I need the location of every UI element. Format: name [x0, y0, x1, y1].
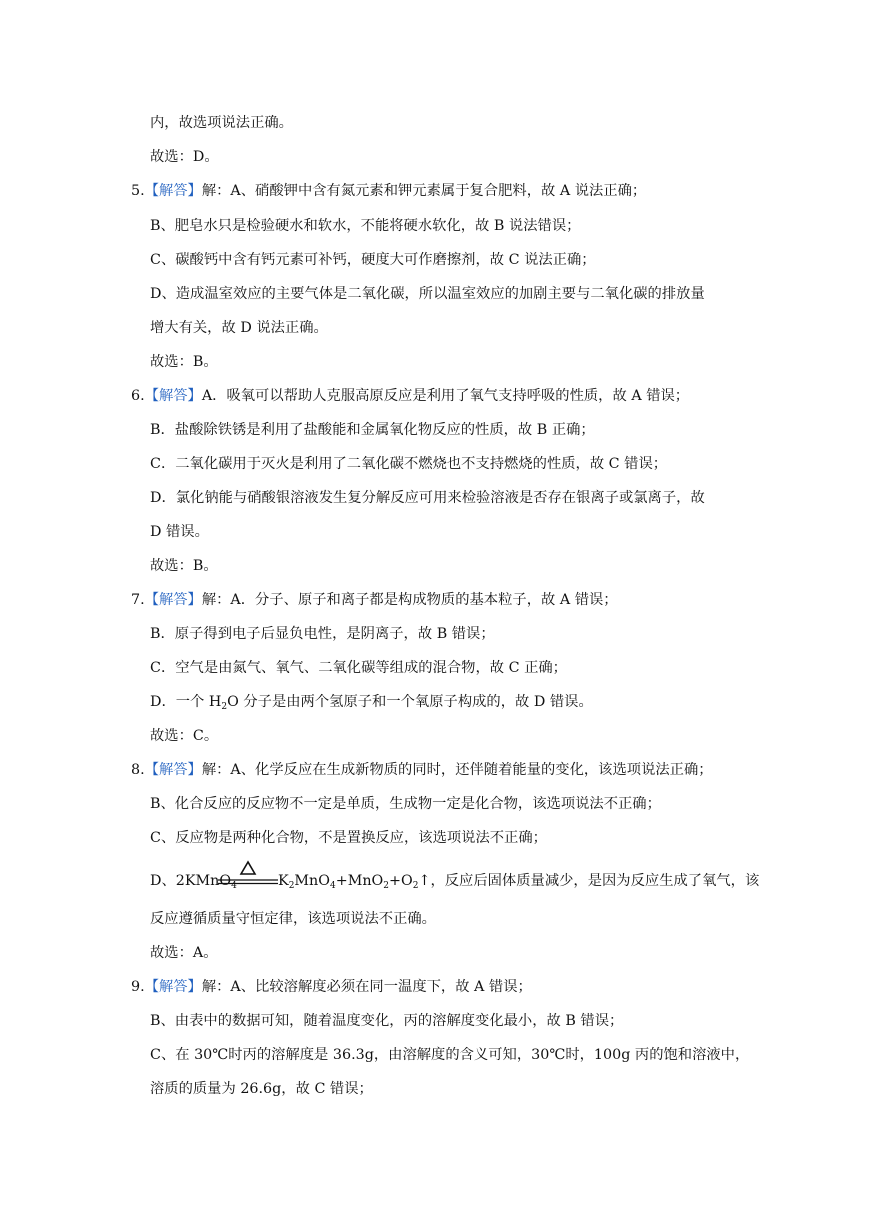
text-line [150, 692, 593, 717]
text-line: C．空气是由氮气、氧气、二氧化碳等组成的混合物，故 C 正确； [150, 660, 567, 676]
answer-line: 故选：A。 [150, 945, 218, 961]
text-line: C．二氧化碳用于灭火是利用了二氧化碳不燃烧也不支持燃烧的性质，故 C 错误； [150, 456, 668, 472]
text-line: C、在 30℃时丙的溶解度是 36.3g，由溶解度的含义可知，30℃时，100g 丙的饱和溶液中， [150, 1047, 750, 1063]
answer-line: 故选：D。 [150, 149, 219, 165]
question-8 [131, 760, 713, 780]
text-line: 解：A、比较溶解度必须在同一温度下，故 A 错误； [201, 979, 532, 995]
answer-tag: 【解答】 [144, 979, 202, 995]
question-number: 7. [131, 592, 145, 608]
text-line: B．盐酸除铁锈是利用了盐酸能和金属氧化物反应的性质，故 B 正确； [150, 422, 595, 438]
answer-tag: 【解答】 [144, 388, 202, 404]
text-line: D 错误。 [150, 524, 209, 540]
text-line: B．原子得到电子后显负电性，是阴离子，故 B 错误； [150, 626, 495, 642]
text-line: 增大有关，故 D 说法正确。 [150, 320, 328, 336]
question-6 [131, 386, 689, 406]
text-line: D、造成温室效应的主要气体是二氧化碳，所以温室效应的加剧主要与二氧化碳的排放量 [150, 286, 705, 302]
text-line: 内，故选项说法正确。 [150, 115, 293, 131]
text-line: 溶质的质量为 26.6g，故 C 错误； [150, 1081, 373, 1097]
text-line: D．氯化钠能与硝酸银溶液发生复分解反应可用来检验溶液是否存在银离子或氯离子，故 [150, 490, 705, 506]
text-line: B、由表中的数据可知，随着温度变化，丙的溶解度变化最小，故 B 错误； [150, 1013, 624, 1029]
question-number: 6. [131, 388, 145, 404]
question-number: 5. [131, 183, 145, 199]
question-number: 8. [131, 762, 145, 778]
text-line: 解：A、化学反应在生成新物质的同时，还伴随着能量的变化，该选项说法正确； [201, 762, 713, 778]
text-line: B、化合反应的反应物不一定是单质，生成物一定是化合物，该选项说法不正确； [150, 796, 661, 812]
text-line: 解：A、硝酸钾中含有氮元素和钾元素属于复合肥料，故 A 说法正确； [201, 183, 647, 199]
answer-line: 故选：B。 [150, 354, 218, 370]
text-line: 反应遵循质量守恒定律，该选项说法不正确。 [150, 911, 436, 927]
text-line: B、肥皂水只是检验硬水和软水，不能将硬水软化，故 B 说法错误； [150, 218, 581, 234]
question-7 [131, 590, 618, 610]
question-number: 9. [131, 979, 145, 995]
answer-tag: 【解答】 [144, 183, 202, 199]
question-5 [131, 181, 646, 201]
text-fragment: D．一个 H [150, 694, 222, 710]
triangle-icon [241, 862, 255, 874]
text-line: A．吸氧可以帮助人克服高原反应是利用了氧气支持呼吸的性质，故 A 错误； [201, 388, 690, 404]
question-9 [131, 977, 532, 997]
heating-condition-arrow [217, 858, 279, 888]
answer-line: 故选：C。 [150, 728, 219, 744]
text-fragment: O 分子是由两个氢原子和一个氧原子构成的，故 D 错误。 [227, 694, 593, 710]
reactant: D、2KMnO$_4$ [150, 873, 237, 891]
answer-tag: 【解答】 [144, 592, 202, 608]
text-line: C、反应物是两种化合物，不是置换反应，该选项说法不正确； [150, 830, 547, 846]
text-line: C、碳酸钙中含有钙元素可补钙，硬度大可作磨擦剂，故 C 说法正确； [150, 252, 596, 268]
answer-tag: 【解答】 [144, 762, 202, 778]
answer-line: 故选：B。 [150, 558, 218, 574]
text-line: 解：A．分子、原子和离子都是构成物质的基本粒子，故 A 错误； [201, 592, 618, 608]
subscript: 2 [221, 702, 228, 712]
products: $K_2MnO_4+MnO_2+O_2↑$，反应后固体质量减少，是因为反应生成了氧气，该 [278, 873, 760, 891]
